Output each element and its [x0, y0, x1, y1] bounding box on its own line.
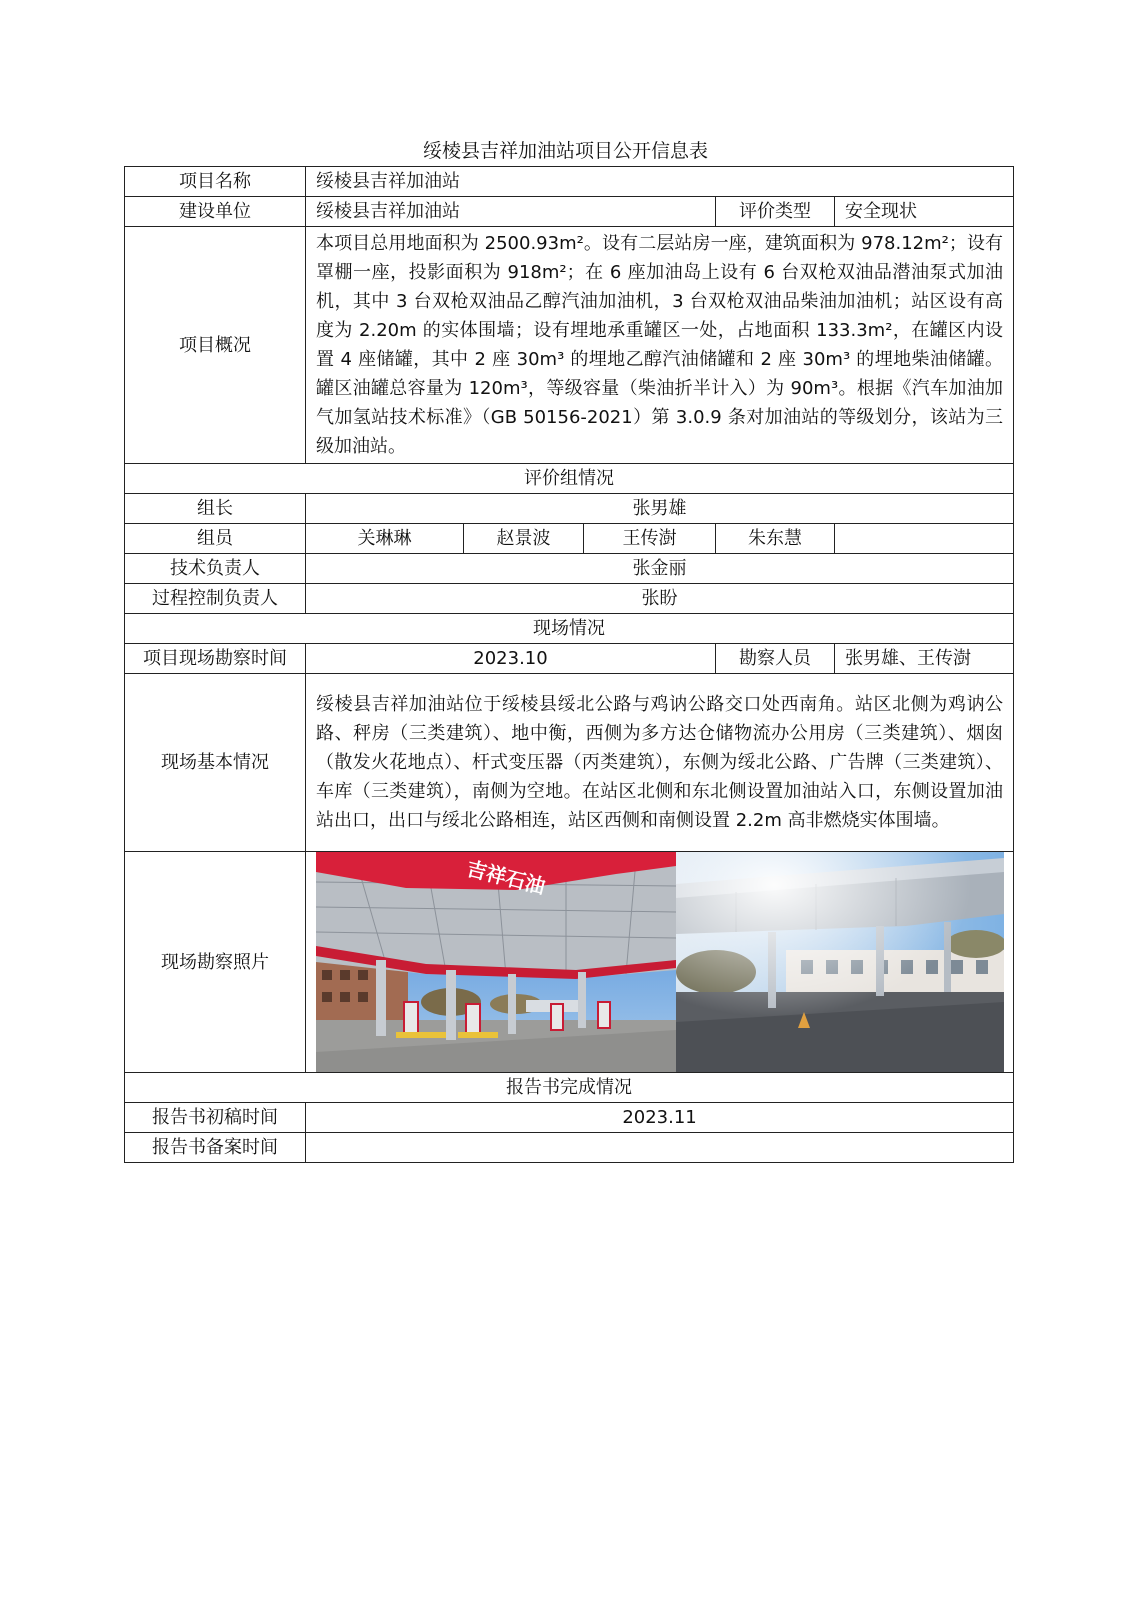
value-process-lead: 张盼 — [306, 584, 1014, 614]
section-eval-group: 评价组情况 — [125, 464, 1014, 494]
row-report-header — [125, 1073, 1014, 1103]
label-filing-time: 报告书备案时间 — [125, 1133, 306, 1163]
label-site-photos: 现场勘察照片 — [125, 852, 306, 1073]
value-builder: 绥棱县吉祥加油站 — [306, 197, 716, 227]
row-site-basic — [125, 674, 1014, 852]
site-photo-station-building — [676, 852, 1004, 1072]
row-site-photos — [125, 852, 1014, 1073]
label-surveyors: 勘察人员 — [716, 644, 835, 674]
section-report: 报告书完成情况 — [125, 1073, 1014, 1103]
label-overview: 项目概况 — [125, 227, 306, 464]
member-1: 关琳琳 — [306, 524, 464, 554]
label-process-lead: 过程控制负责人 — [125, 584, 306, 614]
value-eval-type: 安全现状 — [835, 197, 1014, 227]
row-process-lead — [125, 584, 1014, 614]
row-overview — [125, 227, 1014, 464]
value-leader: 张男雄 — [306, 494, 1014, 524]
member-5 — [835, 524, 1014, 554]
label-survey-time: 项目现场勘察时间 — [125, 644, 306, 674]
label-tech-lead: 技术负责人 — [125, 554, 306, 584]
label-site-basic: 现场基本情况 — [125, 674, 306, 852]
label-leader: 组长 — [125, 494, 306, 524]
row-eval-group-header — [125, 464, 1014, 494]
label-draft-time: 报告书初稿时间 — [125, 1103, 306, 1133]
value-draft-time: 2023.11 — [306, 1103, 1014, 1133]
label-members: 组员 — [125, 524, 306, 554]
photo-cell — [306, 852, 1014, 1073]
value-project-name: 绥棱县吉祥加油站 — [306, 167, 1014, 197]
member-2: 赵景波 — [464, 524, 584, 554]
info-table — [124, 166, 1014, 1163]
row-filing-time — [125, 1133, 1014, 1163]
row-leader — [125, 494, 1014, 524]
section-site: 现场情况 — [125, 614, 1014, 644]
row-tech-lead — [125, 554, 1014, 584]
row-survey — [125, 644, 1014, 674]
member-3: 王传澍 — [584, 524, 716, 554]
row-members — [125, 524, 1014, 554]
label-eval-type: 评价类型 — [716, 197, 835, 227]
value-surveyors: 张男雄、王传澍 — [835, 644, 1014, 674]
canopy-sign-text: 吉祥石油 — [464, 856, 548, 899]
value-site-basic: 绥棱县吉祥加油站位于绥棱县绥北公路与鸡讷公路交口处西南角。站区北侧为鸡讷公路、秤房（三类建筑）、地中衡，西侧为多方达仓储物流办公用房（三类建筑）、烟囱（散发火花地点）、杆式变压器（丙类建筑），东侧为绥北公路、广告牌（三类建筑）、车库（三类建筑），南侧为空地。在站区北侧和东北侧设置加油站入口，东侧设置加油站出口，出口与绥北公路相连，站区西侧和南侧设置 2.2m 高非燃烧实体围墙。 — [306, 674, 1014, 852]
site-photo-canopy — [316, 852, 676, 1072]
value-filing-time — [306, 1133, 1014, 1163]
row-draft-time — [125, 1103, 1014, 1133]
member-4: 朱东慧 — [716, 524, 835, 554]
value-survey-time: 2023.10 — [306, 644, 716, 674]
value-tech-lead: 张金丽 — [306, 554, 1014, 584]
photo-strip — [316, 852, 1004, 1072]
label-builder: 建设单位 — [125, 197, 306, 227]
value-overview: 本项目总用地面积为 2500.93m²。设有二层站房一座，建筑面积为 978.12m²；设有罩棚一座，投影面积为 918m²；在 6 座加油岛上设有 6 台双枪双油品潜油泵式加油机，其中 3 台双枪双油品乙醇汽油加油机，3 台双枪双油品柴油加油机；站区设有高度为 2.20m 的实体围墙；设有埋地承重罐区一处，占地面积 133.3m²，在罐区内设置 4 座储罐，其中 2 座 30m³ 的埋地乙醇汽油储罐和 2 座 30m³ 的埋地柴油储罐。罐区油罐总容量为 120m³，等级容量（柴油折半计入）为 90m³。根据《汽车加油加气加氢站技术标准》（GB 50156-2021）第 3.0.9 条对加油站的等级划分，该站为三级加油站。 — [306, 227, 1014, 464]
label-project-name: 项目名称 — [125, 167, 306, 197]
row-site-header — [125, 614, 1014, 644]
row-builder — [125, 197, 1014, 227]
document-title: 绥棱县吉祥加油站项目公开信息表 — [422, 140, 708, 162]
row-project-name — [125, 167, 1014, 197]
